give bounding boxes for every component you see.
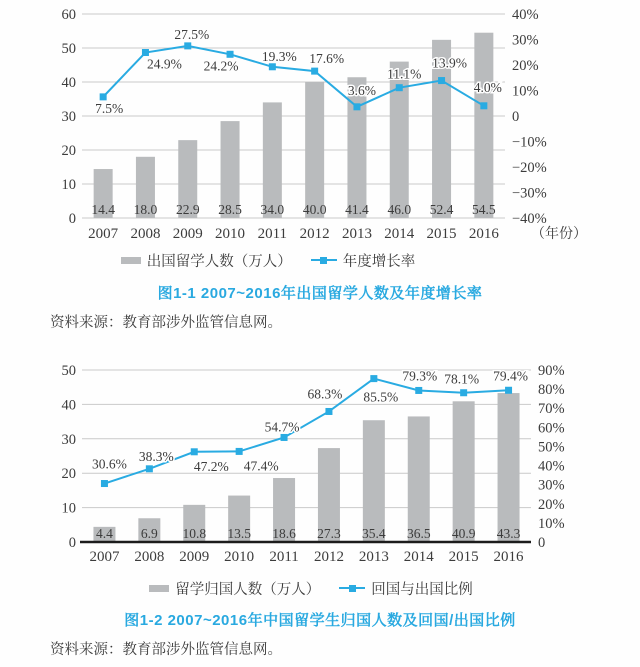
line-marker [227, 51, 234, 58]
bar-value-label: 40.9 [451, 526, 476, 541]
legend-item-line [311, 250, 416, 271]
bar-value-label: 52.4 [429, 202, 454, 217]
figure-1-2-chart [0, 352, 640, 567]
line-marker [184, 42, 191, 49]
line-value-label: 78.1% [444, 371, 480, 387]
line-value-label: 47.4% [243, 458, 279, 474]
line-marker [146, 465, 153, 472]
bar-value-label: 27.3 [317, 526, 341, 541]
bar-value-label: 13.5 [227, 526, 251, 541]
year-label: 2008 [130, 226, 161, 242]
line-value-label: 13.9% [432, 55, 467, 71]
bar-value-label: 22.9 [175, 202, 200, 217]
line-marker [438, 77, 445, 84]
line-value-label: 19.3% [261, 48, 297, 64]
bar-value-label: 46.0 [387, 202, 412, 217]
left-axis-tick-label: 40 [61, 75, 76, 91]
line-series-label: 回国与出国比例 [371, 581, 473, 598]
right-axis-tick-label: 80% [538, 382, 565, 399]
bar [347, 77, 366, 218]
figure-1-1-chart [0, 0, 640, 245]
line-value-label: 47.2% [193, 458, 229, 474]
left-axis-tick-label: 10 [61, 500, 76, 517]
year-label: 2016 [468, 226, 499, 242]
line-series-swatch [311, 256, 337, 265]
year-label: 2009 [179, 549, 210, 565]
bar [363, 420, 385, 542]
line-value-label: 79.4% [493, 368, 528, 384]
line-marker [101, 480, 108, 487]
right-axis-tick-label: 30% [538, 477, 565, 494]
line-value-label: 3.6% [347, 82, 377, 98]
bar-value-label: 18.6 [272, 526, 296, 541]
line-marker [311, 68, 318, 75]
year-label: 2012 [299, 226, 330, 242]
left-axis-tick-label: 10 [61, 177, 76, 193]
line-marker [460, 389, 467, 396]
bar-value-label: 43.3 [496, 526, 521, 541]
line-marker [415, 387, 422, 394]
line-marker [236, 448, 243, 455]
x-axis-unit-note: （年份） [531, 227, 587, 242]
right-axis-tick-label: 70% [538, 401, 565, 418]
line-value-label: 24.2% [203, 58, 239, 74]
right-axis-tick-label: 10% [512, 83, 539, 100]
bar-value-label: 34.0 [260, 202, 285, 217]
right-axis-tick-label: −30% [512, 185, 547, 202]
year-label: 2015 [426, 226, 457, 242]
year-label: 2014 [403, 549, 434, 565]
legend-item-line [339, 578, 473, 599]
bar-value-label: 40.0 [302, 202, 327, 217]
figure-1-2-source: 资料来源：教育部涉外监管信息网。 [50, 642, 282, 658]
year-label: 2007 [89, 549, 120, 565]
line-series-label: 年度增长率 [342, 253, 416, 270]
year-label: 2016 [493, 549, 524, 565]
bar [498, 393, 520, 542]
line-marker [396, 84, 403, 91]
right-axis-tick-label: −20% [512, 160, 547, 176]
year-label: 2015 [448, 549, 479, 565]
bar-series-swatch [121, 257, 141, 264]
line-marker [480, 102, 487, 109]
line-series-swatch [339, 584, 365, 593]
bar-value-label: 28.5 [218, 202, 242, 217]
bar-value-label: 18.0 [133, 202, 158, 217]
right-axis-tick-label: −10% [512, 134, 547, 151]
bar [453, 401, 475, 542]
year-label: 2010 [224, 549, 255, 565]
figure-1-1-legend [0, 252, 588, 268]
right-axis-tick-label: 60% [538, 420, 565, 437]
left-axis-tick-label: 50 [61, 41, 76, 57]
right-axis-tick-label: 40% [538, 458, 565, 475]
year-label: 2007 [88, 226, 119, 242]
year-label: 2013 [341, 226, 372, 242]
line-value-label: 27.5% [174, 26, 210, 42]
bar [474, 33, 493, 218]
growth-line [104, 379, 508, 484]
line-value-label: 68.3% [307, 386, 343, 402]
year-label: 2009 [172, 226, 203, 242]
left-axis-tick-label: 0 [68, 211, 76, 227]
bar-value-label: 4.4 [96, 526, 113, 541]
bar-series-label: 出国留学人数（万人） [146, 253, 292, 270]
figure-1-2-caption: 图1-2 2007~2016年中国留学生归国人数及回国/出国比例 [124, 612, 516, 629]
year-label: 2010 [215, 226, 246, 242]
left-axis-tick-label: 50 [61, 363, 76, 379]
right-axis-tick-label: 20% [538, 496, 565, 513]
bar-value-label: 36.5 [406, 526, 431, 541]
line-marker [100, 93, 107, 100]
line-value-label: 24.9% [147, 56, 182, 72]
year-label: 2011 [257, 226, 288, 242]
line-marker [142, 49, 149, 56]
left-axis-tick-label: 40 [61, 397, 76, 414]
year-label: 2011 [269, 549, 299, 565]
line-value-label: 30.6% [92, 456, 127, 472]
line-value-label: 7.5% [95, 100, 124, 116]
left-axis-tick-label: 20 [61, 143, 76, 159]
line-value-label: 4.0% [473, 79, 502, 95]
right-axis-tick-label: 0 [512, 109, 520, 125]
line-value-label: 38.3% [138, 448, 174, 464]
left-axis-tick-label: 60 [61, 7, 76, 23]
line-marker [505, 387, 512, 394]
left-axis-tick-label: 30 [61, 109, 76, 125]
line-marker [370, 375, 377, 382]
bar-value-label: 6.9 [140, 526, 158, 541]
year-label: 2014 [384, 226, 415, 242]
line-value-label: 54.7% [264, 419, 300, 435]
figure-1-2-legend [0, 580, 631, 596]
left-axis-tick-label: 0 [68, 535, 76, 551]
figure-1-1-source: 资料来源：教育部涉外监管信息网。 [50, 315, 282, 331]
line-marker [325, 408, 332, 415]
line-marker [191, 448, 198, 455]
year-label: 2013 [358, 549, 389, 565]
left-axis-tick-label: 30 [61, 431, 76, 448]
right-axis-tick-label: 30% [512, 32, 539, 49]
line-value-label: 11.1% [387, 66, 422, 82]
line-value-label: 79.3% [402, 368, 438, 384]
bar-value-label: 41.4 [345, 202, 369, 217]
right-axis-tick-label: 20% [512, 58, 539, 74]
left-axis-tick-label: 20 [61, 466, 76, 483]
figure-1-1-caption: 图1-1 2007~2016年出国留学人数及年度增长率 [157, 285, 483, 302]
right-axis-tick-label: 0 [538, 534, 546, 551]
right-axis-tick-label: 10% [538, 515, 565, 532]
bar-series-swatch [149, 585, 169, 592]
line-value-label: 85.5% [363, 389, 399, 405]
bar-value-label: 35.4 [362, 526, 386, 541]
legend-item-bar [121, 250, 292, 271]
right-axis-tick-label: −40% [512, 211, 547, 227]
bar [263, 102, 282, 218]
bar-value-label: 10.8 [182, 526, 207, 541]
line-value-label: 17.6% [309, 51, 345, 67]
bar [305, 82, 324, 218]
bar-series-label: 留学归国人数（万人） [175, 581, 321, 598]
right-axis-tick-label: 50% [538, 439, 565, 456]
line-marker [281, 434, 288, 441]
right-axis-tick-label: 90% [538, 363, 565, 379]
year-label: 2012 [313, 549, 344, 565]
legend-item-bar [149, 578, 320, 599]
line-marker [353, 103, 360, 110]
bar-value-label: 14.4 [91, 202, 115, 217]
right-axis-tick-label: 40% [512, 7, 539, 23]
bar-value-label: 54.5 [472, 202, 496, 217]
line-marker [269, 63, 276, 70]
bar [408, 416, 430, 542]
year-label: 2008 [134, 549, 165, 565]
